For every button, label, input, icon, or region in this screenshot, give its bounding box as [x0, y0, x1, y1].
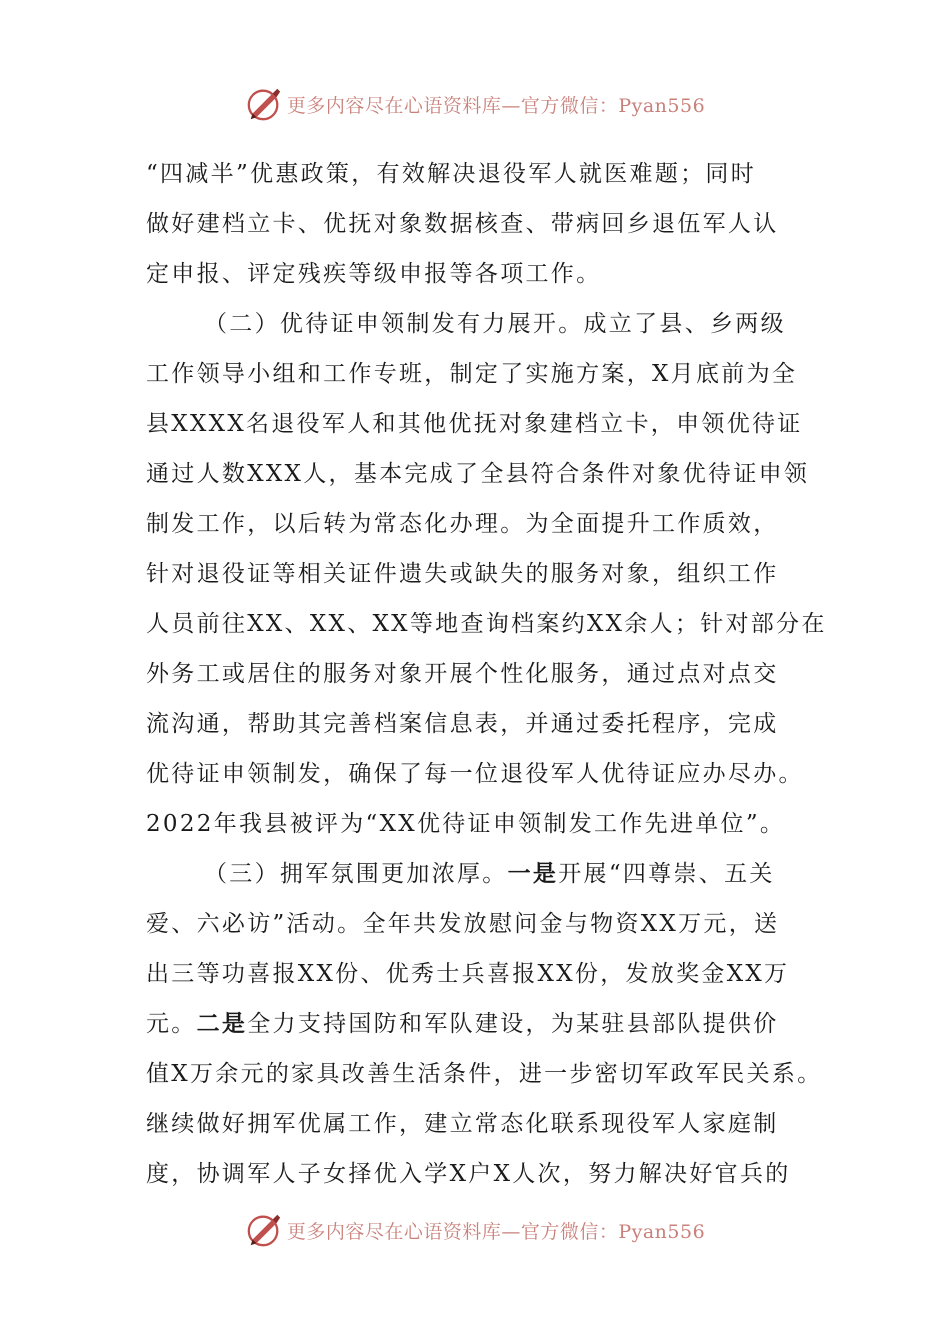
footer-watermark-banner	[0, 1208, 950, 1252]
text-line	[146, 949, 836, 999]
text-line	[146, 849, 836, 899]
text-line	[146, 449, 836, 499]
text-segment: 制发工作，以后转为常态化办理。为全面提升工作质效，	[146, 511, 779, 537]
text-segment: 度，协调军人子女择优入学X户X人次，努力解决好官兵的	[146, 1161, 791, 1187]
text-segment: 出三等功喜报XX份、优秀士兵喜报XX份，发放奖金XX万	[146, 961, 790, 987]
text-line	[146, 499, 836, 549]
text-segment: 做好建档立卡、优抚对象数据核查、带病回乡退伍军人认	[146, 211, 779, 237]
text-segment: 开展“四尊崇、五关	[558, 861, 775, 887]
text-line	[146, 349, 836, 399]
text-line	[146, 399, 836, 449]
bold-lead-phrase: 一是	[507, 860, 559, 887]
text-segment: 针对退役证等相关证件遗失或缺失的服务对象，组织工作	[146, 561, 779, 587]
text-segment: 人员前往XX、XX、XX等地查询档案约XX余人；针对部分在	[146, 611, 827, 637]
text-segment: 工作领导小组和工作专班，制定了实施方案，X月底前为全	[146, 361, 798, 387]
text-segment: 全力支持国防和军队建设，为某驻县部队提供价	[247, 1011, 779, 1037]
pen-logo-icon	[245, 1211, 283, 1249]
text-segment: 通过人数XXX人，基本完成了全县符合条件对象优待证申领	[146, 461, 810, 487]
header-watermark-banner	[0, 82, 950, 126]
text-segment: 外务工或居住的服务对象开展个性化服务，通过点对点交	[146, 661, 779, 687]
text-line	[146, 299, 836, 349]
pen-logo-icon	[245, 85, 283, 123]
text-line	[146, 549, 836, 599]
text-segment: 定申报、评定残疾等级申报等各项工作。	[146, 261, 602, 287]
text-line	[146, 1149, 836, 1199]
text-line	[146, 1099, 836, 1149]
document-body	[146, 149, 836, 1199]
text-segment: 流沟通，帮助其完善档案信息表，并通过委托程序，完成	[146, 711, 779, 737]
text-segment: （三）拥军氛围更加浓厚。	[204, 861, 508, 887]
text-segment: “四减半”优惠政策，有效解决退役军人就医难题；同时	[146, 161, 757, 187]
text-line	[146, 749, 836, 799]
text-line	[146, 149, 836, 199]
text-segment: 县XXXX名退役军人和其他优抚对象建档立卡，申领优待证	[146, 411, 803, 437]
bold-lead-phrase: 二是	[196, 1010, 248, 1037]
text-segment: 值X万余元的家具改善生活条件，进一步密切军政军民关系。	[146, 1061, 823, 1087]
text-segment: 继续做好拥军优属工作，建立常态化联系现役军人家庭制	[146, 1111, 779, 1137]
text-line	[146, 799, 836, 849]
text-line	[146, 249, 836, 299]
text-line	[146, 199, 836, 249]
text-line	[146, 999, 836, 1049]
text-line	[146, 899, 836, 949]
text-line	[146, 599, 836, 649]
text-segment: 爱、六必访”活动。全年共发放慰问金与物资XX万元，送	[146, 911, 780, 937]
text-segment: 元。	[146, 1011, 197, 1037]
text-segment: 2022年我县被评为“XX优待证申领制发工作先进单位”。	[146, 811, 786, 837]
text-line	[146, 1049, 836, 1099]
text-segment: （二）优待证申领制发有力展开。成立了县、乡两级	[204, 311, 786, 337]
banner-text: 更多内容尽在心语资料库—官方微信：Pyan556	[286, 1220, 706, 1243]
text-segment: 优待证申领制发，确保了每一位退役军人优待证应办尽办。	[146, 761, 804, 787]
text-line	[146, 649, 836, 699]
text-line	[146, 699, 836, 749]
banner-text: 更多内容尽在心语资料库—官方微信：Pyan556	[286, 94, 706, 117]
